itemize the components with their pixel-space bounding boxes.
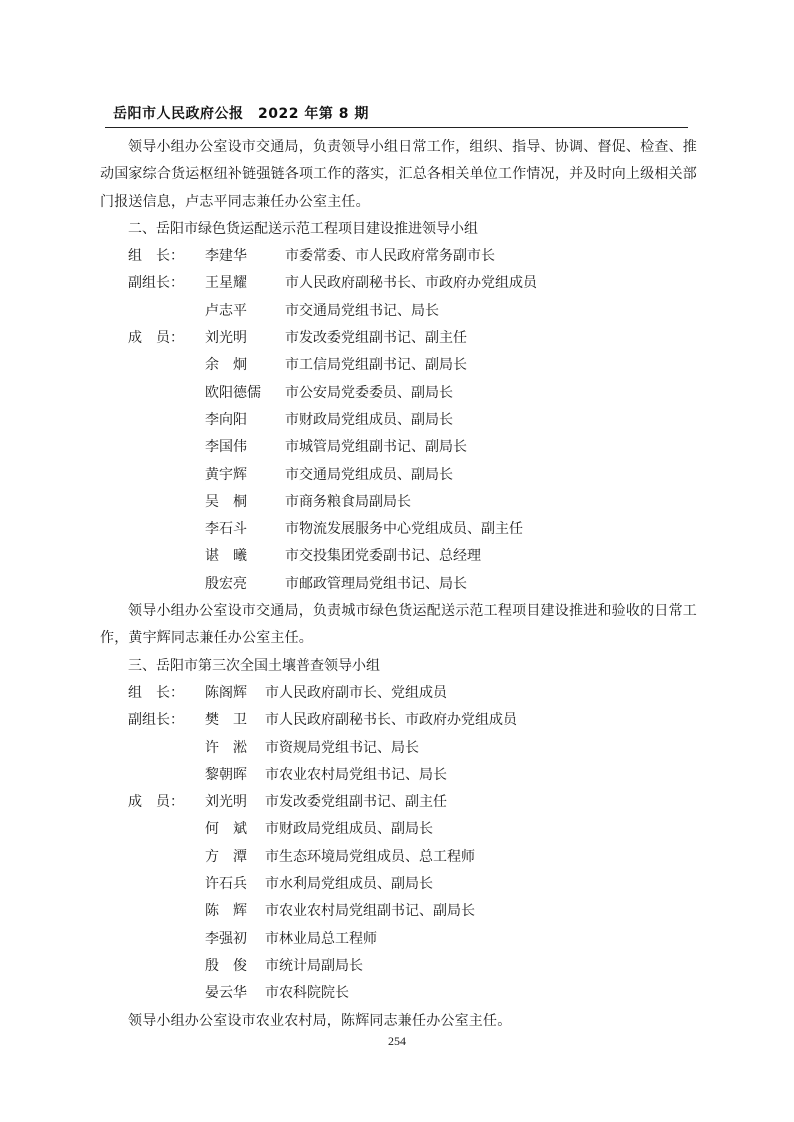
member-row	[100, 871, 697, 898]
group3-heading: 三、岳阳市第三次全国土壤普查领导小组	[128, 657, 380, 674]
member-row	[100, 816, 697, 843]
member-name: 李国伟	[205, 439, 247, 456]
member-row	[100, 953, 697, 980]
member-title: 市交通局党组书记、局长	[285, 302, 439, 319]
member-row	[100, 489, 697, 516]
member-name: 余 炯	[205, 357, 247, 374]
member-role: 副组长：	[128, 275, 184, 292]
member-role	[100, 871, 205, 898]
member-title: 市财政局党组成员、副局长	[265, 821, 433, 838]
member-title: 市人民政府副市长、党组成员	[265, 684, 447, 701]
member-title: 市发改委党组副书记、副主任	[265, 794, 447, 811]
member-title: 市农业农村局党组书记、局长	[265, 766, 447, 783]
member-role	[100, 380, 205, 407]
intro-paragraph: 领导小组办公室设市交通局，负责领导小组日常工作，组织、指导、协调、督促、检查、推动国家综合货运枢纽补链强链各项工作的落实，汇总各相关单位工作情况，并及时向上级相关部门报送信息，卢志平同志兼任办公室主任。	[100, 139, 697, 210]
bulletin-header: 岳阳市人民政府公报 2022 年第 8 期	[113, 106, 369, 122]
header-divider	[105, 127, 688, 128]
member-title: 市资规局党组书记、局长	[265, 739, 419, 756]
member-name: 陈 辉	[205, 903, 247, 920]
group3-office-note: 领导小组办公室设市农业农村局，陈辉同志兼任办公室主任。	[128, 1012, 512, 1029]
member-title: 市工信局党组副书记、副局长	[285, 357, 467, 374]
document-body	[100, 134, 697, 1035]
member-row	[100, 926, 697, 953]
member-name: 晏云华	[205, 985, 247, 1002]
member-role	[100, 352, 205, 379]
member-name: 吴 桐	[205, 493, 247, 510]
member-name: 殷 俊	[205, 957, 247, 974]
member-name: 李建华	[205, 248, 247, 265]
member-row	[100, 325, 697, 352]
member-role	[100, 953, 205, 980]
page-number: 254	[388, 1034, 406, 1048]
member-title: 市人民政府副秘书长、市政府办党组成员	[265, 712, 517, 729]
member-title: 市水利局党组成员、副局长	[265, 876, 433, 893]
group2-office-note: 领导小组办公室设市交通局，负责城市绿色货运配送示范工程项目建设推进和验收的日常工作，黄宇辉同志兼任办公室主任。	[100, 603, 697, 647]
member-name: 黄宇辉	[205, 466, 247, 483]
member-row	[100, 680, 697, 707]
member-role	[100, 489, 205, 516]
member-row	[100, 243, 697, 270]
member-name: 方 潭	[205, 848, 247, 865]
member-name: 许 淞	[205, 739, 247, 756]
member-title: 市公安局党委委员、副局长	[285, 384, 453, 401]
member-role: 成 员：	[128, 330, 184, 347]
member-title: 市物流发展服务中心党组成员、副主任	[285, 521, 523, 538]
group2-member-list	[100, 243, 697, 598]
group2-heading: 二、岳阳市绿色货运配送示范工程项目建设推进领导小组	[128, 220, 478, 237]
member-role	[100, 980, 205, 1007]
member-row	[100, 543, 697, 570]
member-name: 谌 曦	[205, 548, 247, 565]
member-row	[100, 270, 697, 297]
member-title: 市生态环境局党组成员、总工程师	[265, 848, 475, 865]
member-role	[100, 816, 205, 843]
member-name: 欧阳德儒	[205, 384, 261, 401]
member-role	[100, 434, 205, 461]
member-name: 樊 卫	[205, 712, 247, 729]
member-title: 市城管局党组副书记、副局长	[285, 439, 467, 456]
member-title: 市统计局副局长	[265, 957, 363, 974]
member-title: 市农科院院长	[265, 985, 349, 1002]
member-role: 副组长：	[128, 712, 184, 729]
member-name: 黎朝晖	[205, 766, 247, 783]
member-row	[100, 707, 697, 734]
member-title: 市交通局党组成员、副局长	[285, 466, 453, 483]
member-row	[100, 462, 697, 489]
member-role	[100, 844, 205, 871]
member-name: 殷宏亮	[205, 575, 247, 592]
member-row	[100, 407, 697, 434]
member-name: 李石斗	[205, 521, 247, 538]
member-title: 市发改委党组副书记、副主任	[285, 330, 467, 347]
member-title: 市人民政府副秘书长、市政府办党组成员	[285, 275, 537, 292]
group3-member-list	[100, 680, 697, 1008]
member-role	[100, 516, 205, 543]
member-role: 组 长：	[128, 684, 184, 701]
member-title: 市商务粮食局副局长	[285, 493, 411, 510]
member-row	[100, 434, 697, 461]
member-row	[100, 762, 697, 789]
member-title: 市林业局总工程师	[265, 930, 377, 947]
member-role	[100, 462, 205, 489]
member-row	[100, 735, 697, 762]
member-name: 刘光明	[205, 330, 247, 347]
member-title: 市交投集团党委副书记、总经理	[285, 548, 481, 565]
member-title: 市委常委、市人民政府常务副市长	[285, 248, 495, 265]
member-name: 陈阁辉	[205, 684, 247, 701]
member-name: 何 斌	[205, 821, 247, 838]
member-title: 市农业农村局党组副书记、副局长	[265, 903, 475, 920]
member-role	[100, 735, 205, 762]
member-name: 李强初	[205, 930, 247, 947]
member-role	[100, 926, 205, 953]
member-row	[100, 298, 697, 325]
member-role	[100, 543, 205, 570]
member-row	[100, 980, 697, 1007]
member-role	[100, 298, 205, 325]
member-role	[100, 407, 205, 434]
member-name: 许石兵	[205, 876, 247, 893]
member-name: 王星耀	[205, 275, 247, 292]
member-role	[100, 898, 205, 925]
member-role: 组 长：	[128, 248, 184, 265]
member-name: 李向阳	[205, 411, 247, 428]
member-row	[100, 789, 697, 816]
member-row	[100, 516, 697, 543]
member-row	[100, 352, 697, 379]
member-name: 卢志平	[205, 302, 247, 319]
member-row	[100, 898, 697, 925]
member-row	[100, 380, 697, 407]
member-role	[100, 762, 205, 789]
member-name: 刘光明	[205, 794, 247, 811]
member-title: 市财政局党组成员、副局长	[285, 411, 453, 428]
member-title: 市邮政管理局党组书记、局长	[285, 575, 467, 592]
member-role	[100, 571, 205, 598]
member-role: 成 员：	[128, 794, 184, 811]
member-row	[100, 571, 697, 598]
member-row	[100, 844, 697, 871]
